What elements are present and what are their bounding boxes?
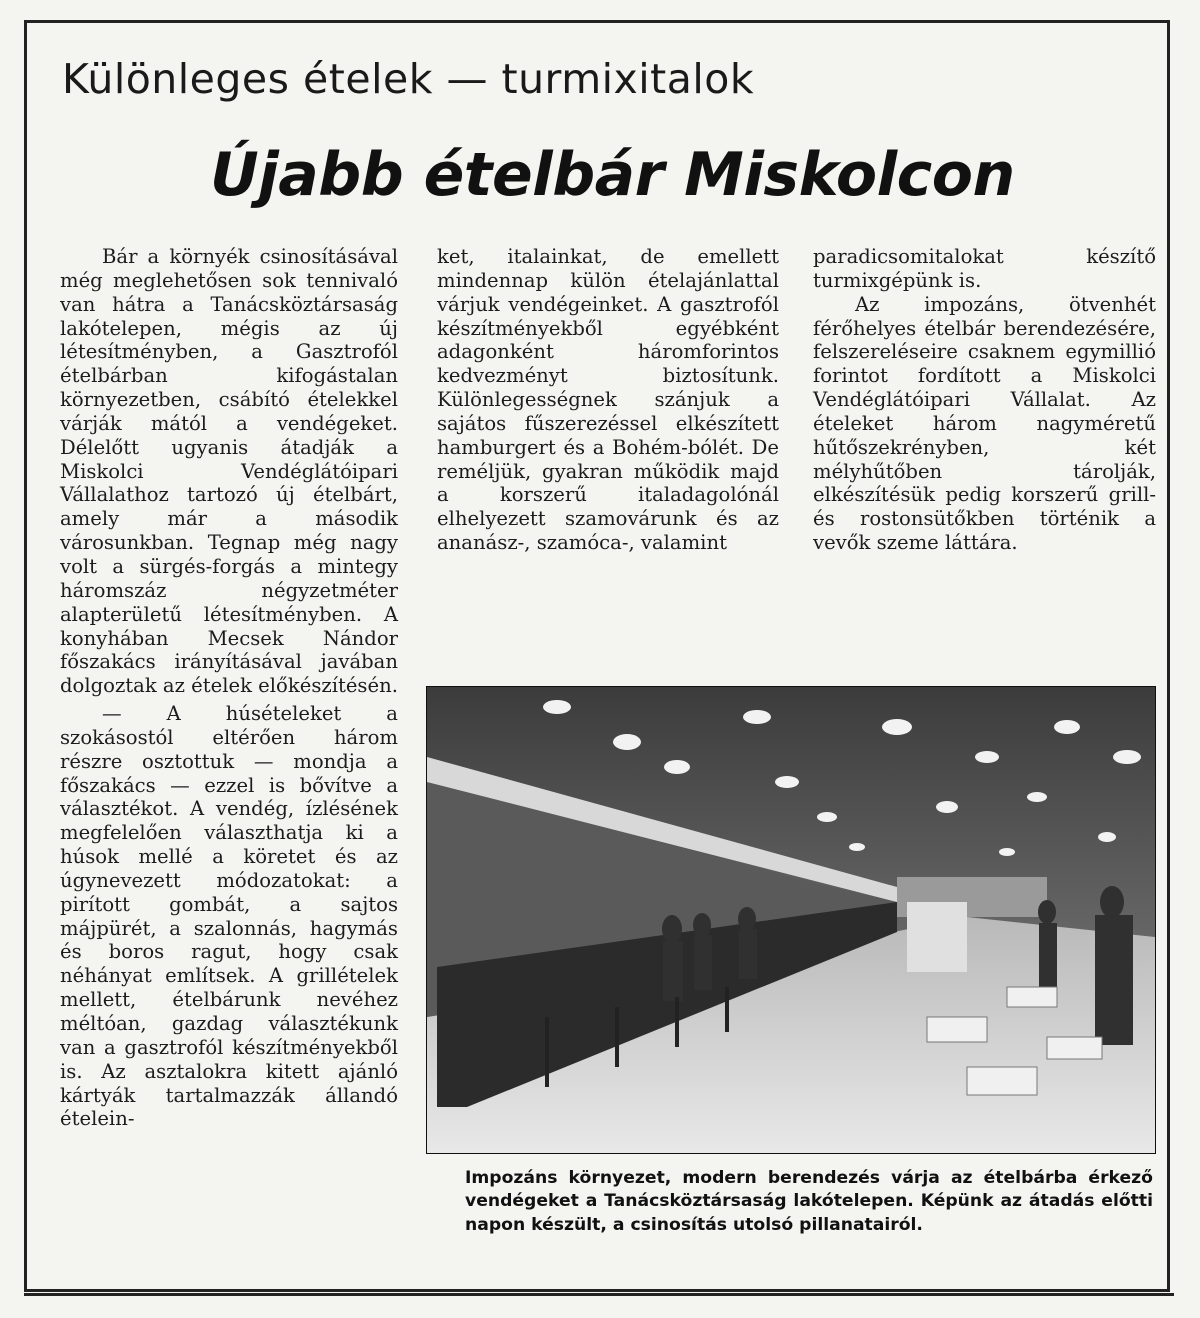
headline: Újabb ételbár Miskolcon [210, 140, 1015, 210]
paragraph: Az impozáns, ötvenhét férőhelyes ételbár berendezésére, felszereléseire csaknem egymillió forintot fordított a Miskolci Vendéglátóipari Vállalat. Az ételeket három nagyméretű hűtőszekrényben, két mélyhűtőben tárolják, elkészítésük pedig korszerű grill- és rostonsütőkben történik a vevők szeme láttára. [813, 292, 1156, 555]
paragraph: Bár a környék csinosításával még meglehetősen sok tennivaló van hátra a Tanácsköztársaság lakótelepen, mégis az új létesítményben, a Gasztrofól ételbárban kifogástalan környezetben, csábító ételekkel várják mától a vendégeket. Délelőtt ugyanis átadják a Miskolci Vendéglátóipari Vállalathoz tartozó új ételbárt, amely már a második városunkban. Tegnap még nagy volt a sürgés-forgás a mintegy háromszáz négyzetméter alapterületű létesítményben. A konyhában Mecsek Nándor főszakács irányításával javában dolgoztak az ételek előkészítésén. [60, 245, 398, 698]
bottom-rule [24, 1293, 1174, 1296]
paragraph: paradicsomitalokat készítő turmixgépünk is. [813, 245, 1156, 292]
caption-text: Impozáns környezet, modern berendezés várja az ételbárba érkező vendégeket a Tanácsköztársaság lakótelepen. Képünk az átadás előtti napon készült, a csinosítás utolsó pillanatairól. [465, 1168, 1153, 1235]
paragraph: ket, italainkat, de emellett mindennap külön ételajánlattal várjuk vendégeinket. A gasztrofól készítményekből egyébként adagonként háromforintos kedvezményt biztosítunk. Különlegességnek szánjuk a sajátos fűszerezéssel elkészített hamburgert és a Bohém-bólét. De reméljük, gyakran működik majd a korszerű italadagolónál elhelyezett szamovárunk és az ananász-, szamóca-, valamint [437, 245, 779, 555]
column-1 [60, 245, 398, 1131]
paragraph: — A húsételeket a szokásostól eltérően három részre osztottuk — mondja a főszakács — ezzel is bővítve a választékot. A vendég, ízlésének megfelelően választhatja ki a húsok mellé a köretet és az úgynevezett módozatokat: a pirított gombát, a sajtos májpürét, a szalonnás, hagymás és boros ragut, hogy csak néhányat említsek. A grillételek mellett, ételbárunk nevéhez méltóan, gazdag választékunk van a gasztrofól készítményekből is. Az asztalokra kitett ajánló kártyák tartalmazzák állandó ételein- [60, 702, 398, 1131]
column-3 [813, 245, 1156, 555]
restaurant-interior-photo [426, 686, 1156, 1154]
column-2 [437, 245, 779, 555]
kicker-title: Különleges ételek — turmixitalok [62, 55, 755, 103]
photo-caption [465, 1167, 1153, 1237]
